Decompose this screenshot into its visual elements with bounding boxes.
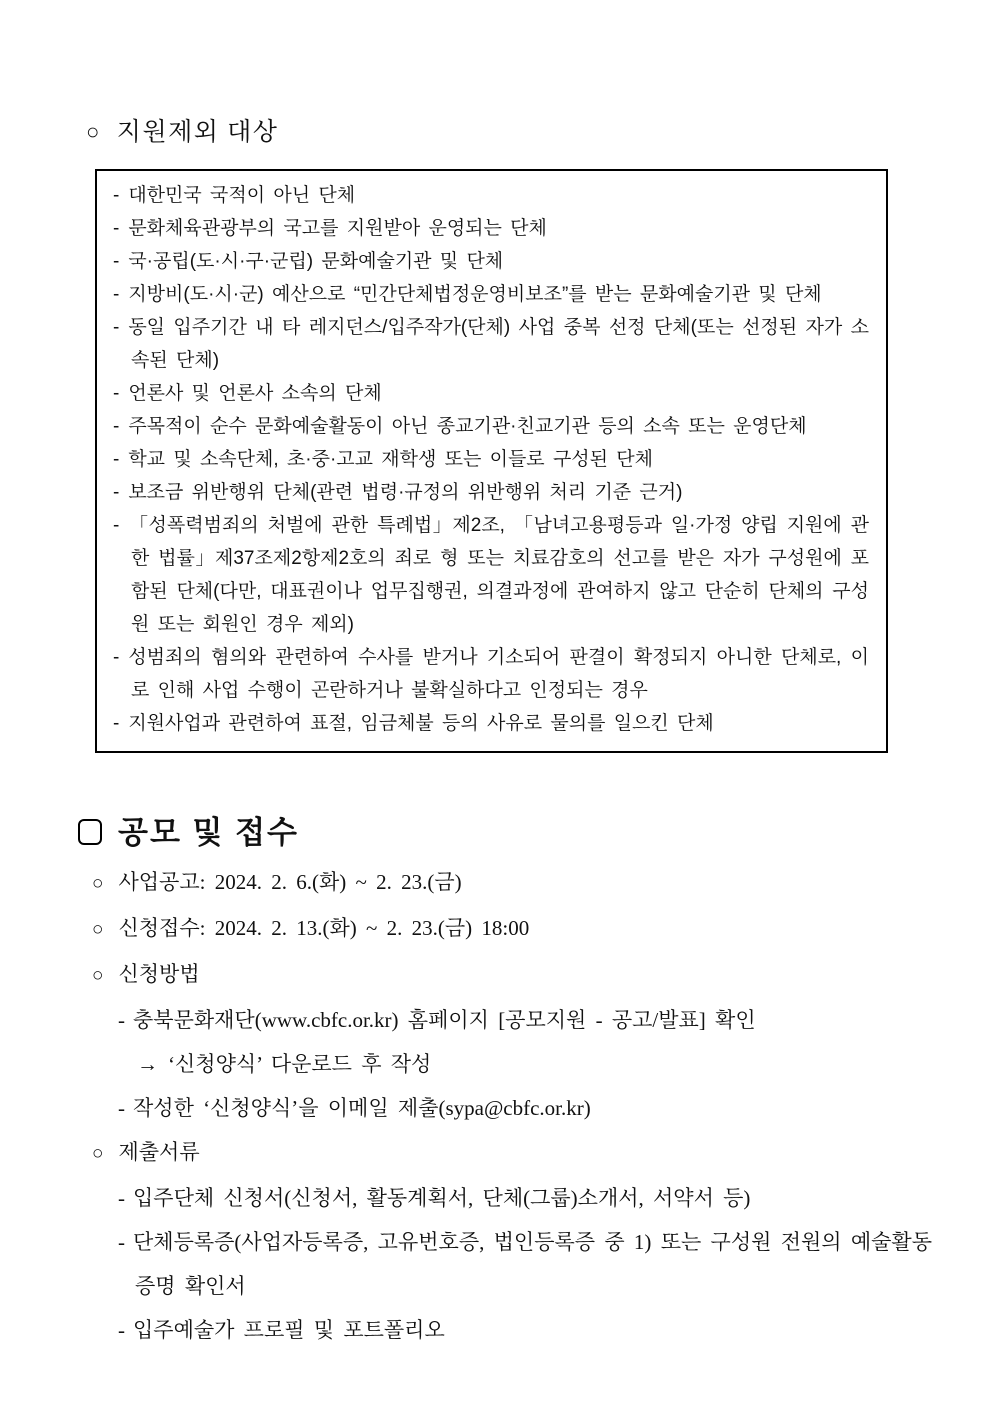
row-text: 신청방법 <box>118 962 200 986</box>
row-method-download <box>137 1042 932 1086</box>
exclusion-item <box>113 509 869 641</box>
row-application-period <box>92 906 932 952</box>
exclusion-item-text: 언론사 및 언론사 소속의 단체 <box>128 383 382 404</box>
dash-bullet-icon: - <box>118 1096 125 1120</box>
dash-bullet-icon: - <box>113 416 120 437</box>
dash-bullet-icon: - <box>118 1186 125 1210</box>
dash-bullet-icon: - <box>113 185 120 206</box>
application-section-title <box>78 807 992 852</box>
exclusion-item <box>113 179 869 212</box>
exclusion-item <box>113 278 869 311</box>
exclusion-item <box>113 377 869 410</box>
row-submission-documents <box>92 1130 932 1176</box>
exclusion-item <box>113 476 869 509</box>
application-rows <box>0 860 992 1352</box>
circle-bullet-icon: ○ <box>86 119 101 144</box>
row-text: ‘신청양식’ 다운로드 후 작성 <box>168 1052 432 1076</box>
dash-bullet-icon: - <box>113 647 120 668</box>
exclusion-item <box>113 641 869 707</box>
exclusion-item <box>113 311 869 377</box>
row-text: 단체등록증(사업자등록증, 고유번호증, 법인등록증 중 1) 또는 구성원 전원의 예술활동증명 확인서 <box>133 1230 932 1298</box>
dash-bullet-icon: - <box>113 449 120 470</box>
exclusion-item-text: 보조금 위반행위 단체(관련 법령·규정의 위반행위 처리 기준 근거) <box>128 482 683 503</box>
row-text: 입주단체 신청서(신청서, 활동계획서, 단체(그룹)소개서, 서약서 등) <box>133 1186 751 1210</box>
dash-bullet-icon: - <box>113 284 120 305</box>
exclusion-item-text: 성범죄의 혐의와 관련하여 수사를 받거나 기소되어 판결이 확정되지 아니한 단체로, 이로 인해 사업 수행이 곤란하거나 불확실하다고 인정되는 경우 <box>128 647 869 701</box>
row-method-email-submit <box>118 1086 932 1130</box>
exclusion-item <box>113 410 869 443</box>
dash-bullet-icon: - <box>113 482 120 503</box>
row-application-method <box>92 952 932 998</box>
exclusion-box <box>95 169 888 753</box>
exclusion-section-title-text: 지원제외 대상 <box>116 119 279 146</box>
arrow-right-icon: → <box>137 1052 158 1076</box>
row-text: 신청접수: 2024. 2. 13.(화) ~ 2. 23.(금) 18:00 <box>118 916 530 940</box>
exclusion-item-text: 국·공립(도·시·구·군립) 문화예술기관 및 단체 <box>128 251 504 272</box>
row-doc-portfolio <box>118 1308 932 1352</box>
row-text: 충북문화재단(www.cbfc.or.kr) 홈페이지 [공모지원 - 공고/발표] 확인 <box>133 1008 756 1032</box>
exclusion-item <box>113 707 869 740</box>
application-section-title-text: 공모 및 접수 <box>118 815 299 850</box>
row-text: 작성한 ‘신청양식’을 이메일 제출(sypa@cbfc.or.kr) <box>133 1096 591 1120</box>
exclusion-item-text: 동일 입주기간 내 타 레지던스/입주작가(단체) 사업 중복 선정 단체(또는 선정된 자가 소속된 단체) <box>128 317 869 371</box>
circle-bullet-icon: ○ <box>92 919 104 940</box>
exclusion-item-text: 학교 및 소속단체, 초·중·고교 재학생 또는 이들로 구성된 단체 <box>128 449 653 470</box>
exclusion-item-text: 「성폭력범죄의 처벌에 관한 특례법」제2조, 「남녀고용평등과 일·가정 양립 지원에 관한 법률」제37조제2항제2호의 죄로 형 또는 치료감호의 선고를 받은 자가 구성원에 포함된 단체(다만, 대표권이나 업무집행권, 의결과정에 관여하지 않고 단순히 단체의 구성원 또는 회원인 경우 제외) <box>128 515 869 635</box>
exclusion-item <box>113 245 869 278</box>
circle-bullet-icon: ○ <box>92 873 104 894</box>
row-doc-registration-cert <box>118 1220 932 1308</box>
row-text: 입주예술가 프로필 및 포트폴리오 <box>133 1318 445 1342</box>
exclusion-item <box>113 212 869 245</box>
exclusion-item-text: 문화체육관광부의 국고를 지원받아 운영되는 단체 <box>128 218 547 239</box>
exclusion-list <box>113 179 869 740</box>
dash-bullet-icon: - <box>118 1230 125 1254</box>
row-method-homepage <box>118 998 932 1042</box>
exclusion-item-text: 주목적이 순수 문화예술활동이 아닌 종교기관·친교기관 등의 소속 또는 운영단체 <box>128 416 807 437</box>
circle-bullet-icon: ○ <box>92 1143 104 1164</box>
dash-bullet-icon: - <box>113 317 120 338</box>
exclusion-item-text: 대한민국 국적이 아닌 단체 <box>128 185 356 206</box>
row-text: 사업공고: 2024. 2. 6.(화) ~ 2. 23.(금) <box>118 870 462 894</box>
row-business-notice <box>92 860 932 906</box>
dash-bullet-icon: - <box>118 1008 125 1032</box>
dash-bullet-icon: - <box>118 1318 125 1342</box>
exclusion-section-title <box>86 112 992 148</box>
dash-bullet-icon: - <box>113 218 120 239</box>
exclusion-item-text: 지방비(도·시·군) 예산으로 “민간단체법정운영비보조”를 받는 문화예술기관 및 단체 <box>128 284 822 305</box>
exclusion-item-text: 지원사업과 관련하여 표절, 임금체불 등의 사유로 물의를 일으킨 단체 <box>128 713 714 734</box>
row-text: 제출서류 <box>118 1140 200 1164</box>
exclusion-item <box>113 443 869 476</box>
row-doc-application-form <box>118 1176 932 1220</box>
circle-bullet-icon: ○ <box>92 965 104 986</box>
dash-bullet-icon: - <box>113 515 120 536</box>
dash-bullet-icon: - <box>113 713 120 734</box>
dash-bullet-icon: - <box>113 251 120 272</box>
square-bullet-icon <box>78 819 102 845</box>
dash-bullet-icon: - <box>113 383 120 404</box>
